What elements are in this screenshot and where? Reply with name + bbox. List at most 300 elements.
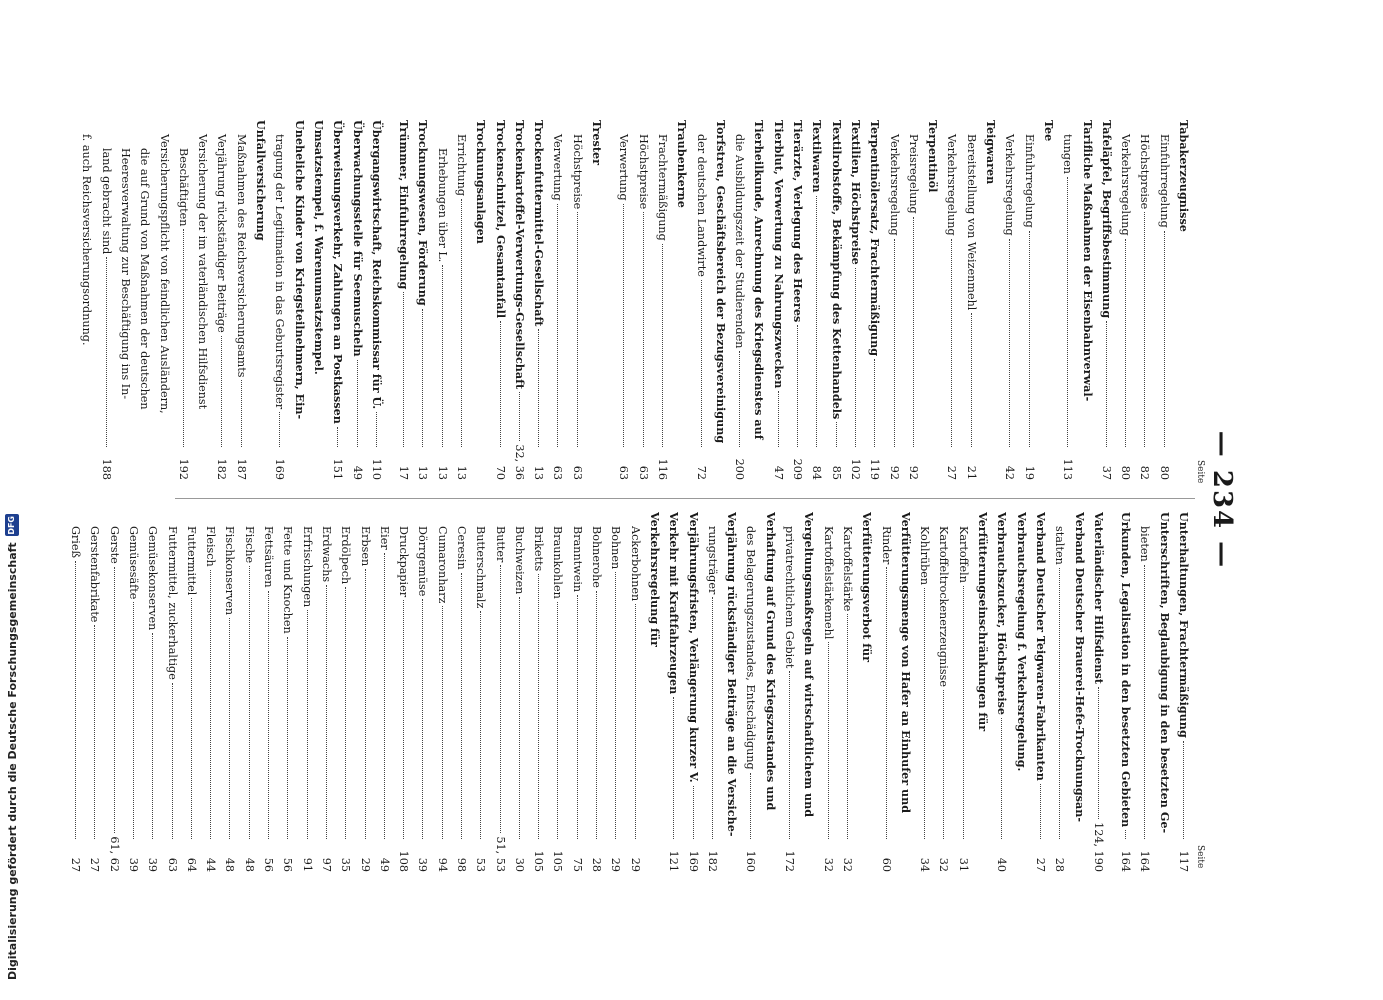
entry-page-number: 21 (964, 465, 978, 480)
dot-leader (951, 239, 952, 447)
index-entry (915, 512, 934, 872)
entry-term: Kartoffelstärke (840, 526, 854, 612)
dot-leader (519, 392, 520, 441)
dot-leader (836, 422, 837, 447)
dot-leader (422, 599, 423, 839)
index-entry (182, 512, 201, 872)
entry-term: Umsatzstempel, f. Warenumsatzstempel. (311, 120, 326, 375)
entry-page-number: 94 (435, 857, 449, 872)
page-header (1185, 120, 1245, 880)
dot-leader (1144, 565, 1145, 839)
entry-term: Verband Deutscher Brauerei-Hefe-Trocknungsan- (1072, 512, 1087, 823)
index-entry (826, 120, 845, 480)
index-entry (1097, 120, 1116, 480)
index-entry (66, 512, 85, 872)
dot-leader (538, 574, 539, 839)
entry-page-number: 13 (416, 465, 430, 480)
index-entry (838, 512, 857, 872)
dot-leader (114, 567, 115, 834)
dot-leader (1067, 177, 1068, 447)
index-entry (703, 512, 722, 872)
dot-leader (886, 567, 887, 839)
dot-leader (365, 569, 366, 839)
entry-term: Cumaronharz (435, 526, 449, 604)
index-entry (683, 512, 702, 872)
entry-page-number: 60 (879, 857, 893, 872)
dot-leader (615, 572, 616, 839)
entry-term: Verfütterungsverbot für (860, 512, 875, 663)
entry-page-number: 56 (262, 857, 276, 872)
index-entry (568, 120, 587, 480)
dot-leader (577, 595, 578, 839)
dot-leader (1125, 830, 1126, 839)
index-entry (876, 512, 895, 872)
entry-page-number: 209 (791, 458, 805, 480)
entry-page-number: 72 (694, 465, 708, 480)
dot-leader (623, 204, 624, 447)
entry-term: Kartoffeltrockenerzeugnisse (937, 526, 951, 687)
entry-term: Futtermittel (184, 526, 198, 596)
entry-page-number: 39 (126, 857, 140, 872)
dot-leader (241, 380, 242, 447)
entry-page-number: 29 (609, 857, 623, 872)
index-entry (672, 120, 691, 480)
entry-term: Druckpapier (397, 526, 411, 598)
index-entry (367, 120, 386, 480)
entry-page-number: 92 (887, 465, 901, 480)
index-entry (904, 120, 923, 480)
dot-leader (894, 239, 895, 447)
entry-term: Verhaftung auf Grund des Kriegszustandes und (763, 512, 778, 811)
entry-term: Ceresin (455, 526, 469, 570)
index-entry (490, 512, 509, 872)
entry-page-number: 188 (99, 458, 113, 480)
entry-page-number: 63 (165, 857, 179, 872)
index-entry (239, 512, 258, 872)
entry-page-number: 30 (512, 857, 526, 872)
entry-page-number: 61, 62 (107, 836, 121, 872)
entry-term: Verkehr mit Kraftfahrzeugen (667, 512, 682, 695)
entry-page-number: 27 (88, 857, 102, 872)
dot-leader (307, 610, 308, 839)
dot-leader (1125, 239, 1126, 447)
entry-term: Höchstpreise (570, 134, 584, 210)
dot-leader (963, 586, 964, 839)
entry-page-number: 108 (397, 850, 411, 872)
index-entry (220, 512, 239, 872)
entry-term: Ackerbohnen (628, 526, 642, 602)
entry-term: der deutschen Landwirte (694, 134, 708, 277)
entry-term: Verkehrsregelung (945, 134, 959, 236)
index-entry (691, 120, 710, 480)
entry-term: Fettsäuren (262, 526, 276, 588)
entry-term: Tierärzte, Verlegung des Heeres (791, 120, 806, 323)
dot-leader (1040, 784, 1041, 839)
dot-leader (789, 671, 790, 839)
entry-page-number: 27 (69, 857, 83, 872)
dot-leader (855, 268, 856, 447)
dot-leader (337, 427, 338, 447)
dot-leader (847, 614, 848, 839)
index-entry (587, 120, 606, 480)
index-entry (923, 120, 942, 480)
dot-leader (577, 212, 578, 447)
entry-term: Bohnen (609, 526, 623, 570)
index-entry (452, 512, 471, 872)
entry-term: Tierheilkunde, Anrechnung des Kriegsdienstes auf (752, 120, 767, 440)
entry-page-number: 82 (1138, 465, 1152, 480)
entry-term: Trümmer, Einfuhrregelung (397, 120, 412, 290)
entry-page-number: 34 (918, 857, 932, 872)
index-entry (865, 120, 884, 480)
index-entry (645, 512, 664, 872)
entry-page-number: 85 (829, 465, 843, 480)
index-entry (981, 120, 1000, 480)
index-entry (730, 120, 749, 480)
entry-page-number: 42 (1003, 465, 1017, 480)
index-entry (289, 120, 308, 480)
dot-leader (403, 292, 404, 447)
dot-leader (279, 412, 280, 447)
dot-leader (442, 265, 443, 447)
entry-term: Versicherung der im vaterländischen Hilfsdienst (196, 134, 210, 410)
index-entry (174, 120, 193, 480)
entry-page-number: 92 (906, 465, 920, 480)
entry-term: Überweisungsverkehr, Zahlungen an Postkassen (331, 120, 346, 424)
entry-term: Verwertung (617, 134, 631, 201)
entry-term: Bohnerohe (590, 526, 604, 588)
index-entry (231, 120, 250, 480)
entry-term: Überwachungsstelle für Seemuscheln (350, 120, 365, 357)
dot-leader (133, 602, 134, 839)
entry-term: Einfuhrregelung (1157, 134, 1171, 228)
entry-term: Tee (1041, 120, 1056, 142)
entry-term: Vergeltungsmaßregeln auf wirtschaftlichem und (802, 512, 817, 818)
entry-term: die Ausbildungszeit der Studierenden (733, 134, 747, 349)
entry-term: Urkunden, Legalisation in den besetzten Gebieten (1119, 512, 1134, 828)
index-entry (510, 120, 529, 480)
entry-term: Verkehrsregelung für (647, 512, 662, 647)
index-entry (653, 120, 672, 480)
dot-leader (673, 697, 674, 839)
index-entry (633, 120, 652, 480)
index-entry (212, 120, 231, 480)
entry-term: Textilien, Höchstpreise (848, 120, 863, 265)
entry-page-number: 121 (667, 850, 681, 872)
dot-leader (874, 359, 875, 447)
entry-term: bieten (1138, 526, 1152, 562)
entry-term: Trester (590, 120, 605, 166)
entry-term: Butterschmalz (474, 526, 488, 609)
dot-leader (376, 412, 377, 447)
entry-page-number: 37 (1099, 465, 1113, 480)
dot-leader (643, 212, 644, 447)
entry-page-number: 124, 190 (1091, 822, 1105, 872)
entry-term: Tarifliche Maßnahmen der Eisenbahnverwal- (1080, 120, 1095, 402)
index-entry (529, 512, 548, 872)
index-entry (1116, 120, 1135, 480)
entry-page-number: 200 (733, 458, 747, 480)
entry-term: Gemüsesäfte (126, 526, 140, 600)
entry-term: Kohlrüben (918, 526, 932, 586)
dot-leader (500, 565, 501, 833)
entry-term: Verbrauchszucker, Höchstpreise (995, 512, 1010, 715)
entry-term: Beschäftigten (176, 148, 190, 227)
entry-term: Braunkohlen (551, 526, 565, 599)
entry-page-number: 75 (570, 857, 584, 872)
entry-term: Tafeläpfel, Begriffsbestimmung (1099, 120, 1114, 319)
index-entry (857, 512, 876, 872)
entry-term: Verbrauchsregelung f. Verkehrsregelung. (1014, 512, 1029, 772)
entry-page-number: 32 (840, 857, 854, 872)
entry-term: Vaterländischer Hilfsdienst (1091, 512, 1106, 684)
entry-page-number: 63 (570, 465, 584, 480)
index-column-right (66, 512, 1193, 872)
dot-leader (693, 786, 694, 839)
index-entry (1116, 512, 1135, 872)
index-entry (1031, 512, 1050, 872)
entry-term: f. auch Reichsversicherungsordnung. (80, 134, 94, 346)
entry-page-number: 117 (1177, 850, 1190, 872)
dot-leader (75, 561, 76, 839)
index-entry (749, 120, 768, 480)
index-entry (1011, 512, 1030, 872)
entry-term: Verfütterungseinschränkungen für (976, 512, 991, 732)
entry-term: tungen (1061, 134, 1075, 174)
entry-term: rungsträger (705, 526, 719, 595)
dot-leader (480, 611, 481, 839)
entry-term: Gemüsekonserven (146, 526, 160, 631)
entry-page-number: 35 (339, 857, 353, 872)
index-entry (135, 120, 154, 480)
entry-page-number: 39 (416, 857, 430, 872)
credit-text: Digitalisierung gefördert durch die Deutsche Forschungsgemeinschaft (5, 542, 19, 980)
dot-leader (384, 553, 385, 839)
index-entry (711, 120, 730, 480)
dot-leader (750, 773, 751, 839)
dot-leader (221, 336, 222, 447)
entry-page-number: 51, 53 (493, 836, 507, 872)
entry-page-number: 40 (995, 857, 1009, 872)
index-entry (1000, 120, 1019, 480)
entry-term: stalten (1053, 526, 1067, 565)
seite-label-left: Seite (1195, 460, 1205, 484)
entry-page-number: 47 (771, 465, 785, 480)
dot-leader (94, 625, 95, 839)
dot-leader (828, 642, 829, 839)
digitization-credit (4, 0, 20, 980)
entry-term: Traubenkerne (675, 120, 690, 208)
dot-leader (971, 313, 972, 447)
dot-leader (1164, 231, 1165, 447)
index-entry (452, 120, 471, 480)
dot-leader (1098, 687, 1099, 819)
entry-term: Textilwaren (810, 120, 825, 193)
dot-leader (1029, 231, 1030, 447)
index-entry (992, 512, 1011, 872)
entry-term: tragung der Legitimation in das Geburtsregister (273, 134, 287, 410)
index-entry (1039, 120, 1058, 480)
entry-term: Terpentinölersatz, Frachtermäßigung (868, 120, 883, 357)
dot-leader (913, 217, 914, 447)
entry-term: Terpentinöl (926, 120, 941, 193)
entry-term: Dörrgemüse (416, 526, 430, 597)
index-entry (1154, 512, 1173, 872)
entry-term: Unterschriften, Beglaubigung in den besetzten Ge- (1157, 512, 1172, 834)
index-entry (297, 512, 316, 872)
entry-term: Verjährung rückständiger Beiträge an die Versiche- (725, 512, 740, 837)
entry-term: privatrechtlichem Gebiet (783, 526, 797, 669)
entry-page-number: 63 (636, 465, 650, 480)
entry-term: Eier (377, 526, 391, 550)
index-entry (413, 120, 432, 480)
entry-term: Erbsen (358, 526, 372, 567)
entry-term: Verkehrsregelung (887, 134, 901, 236)
entry-term: Erhebungen über L. (435, 148, 449, 263)
entry-term: Bereitstellung von Weizenmehl (964, 134, 978, 311)
entry-term: Teigwaren (984, 120, 999, 185)
dot-leader (1183, 741, 1184, 839)
index-entry (1019, 120, 1038, 480)
index-entry (347, 120, 366, 480)
index-entry (394, 120, 413, 480)
index-entry (317, 512, 336, 872)
index-entry (355, 512, 374, 872)
entry-page-number: 164 (1119, 850, 1133, 872)
entry-term: Höchstpreise (636, 134, 650, 210)
index-entry (96, 120, 115, 480)
dot-leader (106, 257, 107, 447)
entry-page-number: 53 (474, 857, 488, 872)
entry-page-number: 172 (783, 850, 797, 872)
entry-term: Verfütterungsmenge von Hafer an Einhufer und (898, 512, 913, 814)
entry-term: Futtermittel, zuckerhaltige (165, 526, 179, 680)
index-entry (587, 512, 606, 872)
entry-term: Frachtermäßigung (655, 134, 669, 241)
dot-leader (538, 329, 539, 447)
entry-term: Textilrohstoffe, Bekämpfung des Kettenhandels (829, 120, 844, 420)
index-entry (896, 512, 915, 872)
index-entry (548, 512, 567, 872)
index-entry (664, 512, 683, 872)
entry-page-number: 44 (204, 857, 218, 872)
entry-term: Verkehrsregelung (1003, 134, 1017, 236)
index-entry (1174, 120, 1193, 480)
entry-page-number: 192 (176, 458, 190, 480)
index-column-left (77, 120, 1193, 480)
index-entry (1058, 120, 1077, 480)
entry-page-number: 32 (821, 857, 835, 872)
dot-leader (183, 229, 184, 447)
entry-page-number: 116 (655, 458, 669, 480)
dot-leader (1144, 212, 1145, 447)
entry-term: Trockenkartoffel-Verwertungs-Gesellschaft (512, 120, 527, 390)
entry-term: Branntwein (570, 526, 584, 593)
entry-page-number: 97 (319, 857, 333, 872)
rotated-page (69, 120, 1245, 880)
entry-term: Verwertung (551, 134, 565, 201)
entry-term: Uneheliche Kinder von Kriegsteilnehmern, Ein- (292, 120, 307, 420)
dot-leader (461, 573, 462, 839)
entry-page-number: 160 (744, 850, 758, 872)
dot-leader (229, 618, 230, 839)
entry-page-number: 29 (358, 857, 372, 872)
entry-page-number: 28 (1053, 857, 1067, 872)
entry-page-number: 98 (455, 857, 469, 872)
index-entry (606, 512, 625, 872)
entry-page-number: 182 (215, 458, 229, 480)
index-entry (471, 120, 490, 480)
entry-term: Butter (493, 526, 507, 563)
index-entry (934, 512, 953, 872)
dot-leader (943, 690, 944, 839)
index-entry (1089, 512, 1108, 872)
dot-leader (172, 683, 173, 839)
entry-term: Trocknungsanlagen (474, 120, 489, 244)
index-entry (548, 120, 567, 480)
entry-term: Tierblut, Verwertung zu Nahrungszwecken (771, 120, 786, 389)
dot-leader (712, 597, 713, 839)
dot-leader (422, 309, 423, 447)
seite-label-right: Seite (1195, 845, 1205, 869)
dot-leader (326, 585, 327, 839)
entry-term: Heeresverwaltung zur Beschäftigung ins In- (118, 148, 132, 400)
entry-term: Kartoffelstärkemehl (821, 526, 835, 640)
entry-page-number: 27 (945, 465, 959, 480)
entry-page-number: 27 (1033, 857, 1047, 872)
entry-page-number: 64 (184, 857, 198, 872)
dot-leader (442, 606, 443, 839)
index-entry (375, 512, 394, 872)
entry-term: Maßnahmen des Reichsversicherungsamts (234, 134, 248, 378)
index-entry (1174, 512, 1193, 872)
entry-term: Verjährungsfristen, Verlängerung kurzer V. (686, 512, 701, 783)
dot-leader (701, 280, 702, 447)
entry-page-number: 84 (810, 465, 824, 480)
entry-term: Fischkonserven (223, 526, 237, 616)
entry-term: Preisregelung (906, 134, 920, 214)
page-number: — 234 — (1207, 430, 1237, 570)
index-entry (124, 512, 143, 872)
entry-page-number: 13 (455, 465, 469, 480)
index-entry (529, 120, 548, 480)
entry-page-number: 105 (532, 850, 546, 872)
dot-leader (268, 591, 269, 839)
entry-page-number: 70 (493, 465, 507, 480)
entry-page-number: 32, 36 (512, 444, 526, 480)
entry-page-number: 119 (868, 458, 882, 480)
index-entry (788, 120, 807, 480)
dot-leader (345, 587, 346, 839)
index-entry (490, 120, 509, 480)
index-entry (394, 512, 413, 872)
entry-page-number: 31 (956, 857, 970, 872)
dot-leader (558, 204, 559, 447)
entry-page-number: 169 (686, 850, 700, 872)
index-entry (846, 120, 865, 480)
entry-term: die auf Grund von Maßnahmen der deutschen (138, 148, 152, 410)
entry-term: Fische (242, 526, 256, 564)
dot-leader (739, 351, 740, 447)
index-entry (625, 512, 644, 872)
index-entry (568, 512, 587, 872)
index-entry (1135, 512, 1154, 872)
dot-leader (797, 325, 798, 447)
index-entry (104, 512, 123, 872)
dot-leader (1001, 718, 1002, 839)
index-entry (432, 512, 451, 872)
entry-term: Torfstreu, Geschäftsbereich der Bezugsvereinigung (713, 120, 728, 444)
